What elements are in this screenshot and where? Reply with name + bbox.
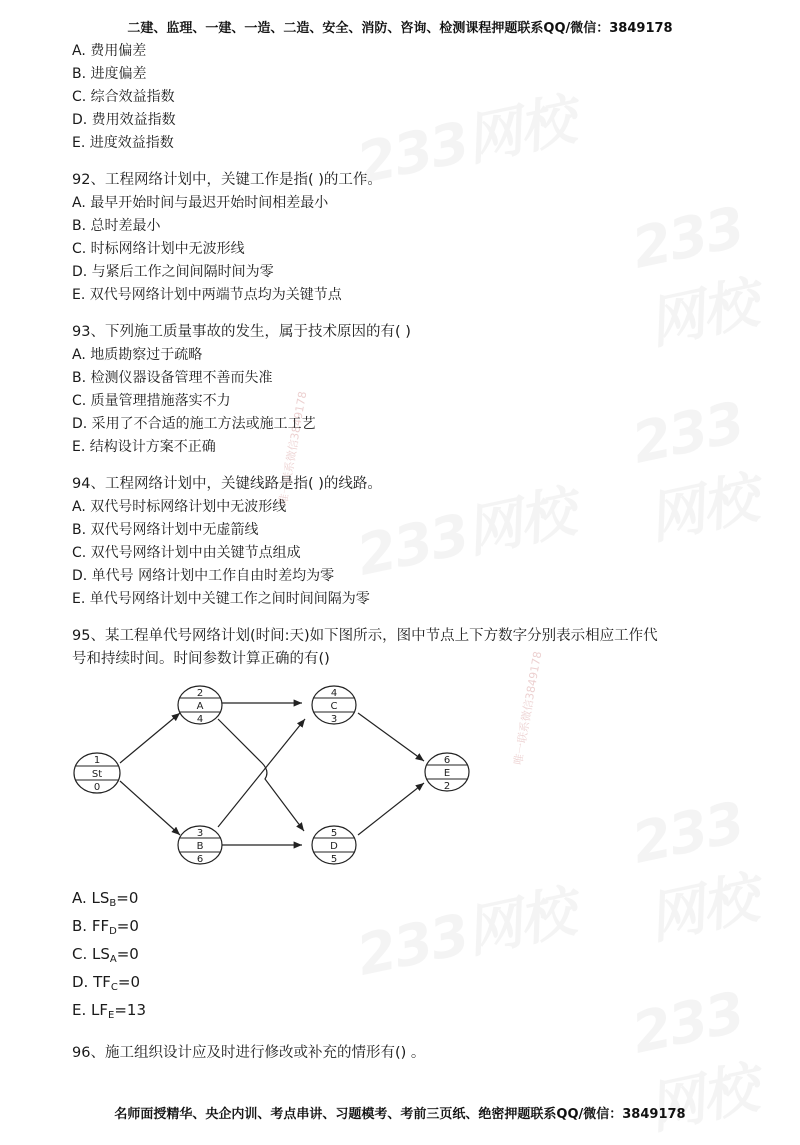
arrow-c-e xyxy=(358,713,424,761)
option-b: B. 进度偏差 xyxy=(72,66,147,82)
q93-option-d: D. 采用了不合适的施工方法或施工工艺 xyxy=(72,416,316,432)
q95-option-b: B. $FF_D=0$ xyxy=(72,917,139,937)
q92-option-e: E. 双代号网络计划中两端节点均为关键节点 xyxy=(72,287,342,303)
q93-option-c: C. 质量管理措施落实不力 xyxy=(72,393,231,409)
watermark-contact: 唯一联系微信3849178 xyxy=(276,390,310,506)
node-a-top: 2 xyxy=(196,688,204,699)
node-c xyxy=(312,686,356,725)
option-a: A. 费用偏差 xyxy=(72,43,147,59)
q93-option-b: B. 检测仪器设备管理不善而失准 xyxy=(72,370,273,386)
q95-options xyxy=(72,884,146,1024)
q95-option-d: D. $TF_C=0$ xyxy=(72,973,140,993)
node-a-label: A xyxy=(196,701,204,712)
q94-option-e: E. 单代号网络计划中关键工作之间时间间隔为零 xyxy=(72,591,370,607)
node-a xyxy=(178,686,222,725)
node-d-top: 5 xyxy=(330,828,338,839)
question-95-stem-line1: 95、某工程单代号网络计划(时间:天)如下图所示，图中节点上下方数字分别表示相应工作代 xyxy=(72,628,658,644)
arrow-st-b xyxy=(120,781,180,835)
q95-option-a: A. $LS_B=0$ xyxy=(72,889,139,909)
node-b xyxy=(178,826,222,865)
node-e xyxy=(425,753,469,792)
node-a-bottom: 4 xyxy=(196,714,204,725)
watermark-logo xyxy=(349,868,580,992)
page-header: 二建、监理、一建、一造、二造、安全、消防、咨询、检测课程押题联系QQ/微信：3849178 xyxy=(127,21,673,36)
q95-option-c: C. $LS_A=0$ xyxy=(72,945,139,965)
q92-option-c: C. 时标网络计划中无波形线 xyxy=(72,241,245,257)
node-b-top: 3 xyxy=(196,828,204,839)
question-94-stem: 94、工程网络计划中，关键线路是指( )的线路。 xyxy=(72,476,382,492)
page-footer: 名师面授精华、央企内训、考点串讲、习题模考、考前三页纸、绝密押题联系QQ/微信：3849178 xyxy=(114,1107,686,1122)
node-c-bottom: 3 xyxy=(330,714,338,725)
q92-option-d: D. 与紧后工作之间间隔时间为零 xyxy=(72,264,274,280)
watermark-contact: 唯一联系微信3849178 xyxy=(511,650,545,766)
node-d-bottom: 5 xyxy=(330,854,338,865)
arrow-b-c xyxy=(218,719,305,827)
option-e: E. 进度效益指数 xyxy=(72,135,174,151)
q94-option-c: C. 双代号网络计划中由关键节点组成 xyxy=(72,545,301,561)
question-93-stem: 93、下列施工质量事故的发生，属于技术原因的有( ) xyxy=(72,324,411,340)
option-d: D. 费用效益指数 xyxy=(72,112,176,128)
node-e-top: 6 xyxy=(443,755,451,766)
q92-option-a: A. 最早开始时间与最迟开始时间相差最小 xyxy=(72,195,329,211)
node-e-label: E xyxy=(443,768,451,779)
question-content xyxy=(72,40,752,671)
node-d xyxy=(312,826,356,865)
arrow-d-e xyxy=(358,783,424,835)
question-95-stem-line2: 号和持续时间。时间参数计算正确的有() xyxy=(72,651,330,667)
q94-option-d: D. 单代号 网络计划中工作自由时差均为零 xyxy=(72,568,335,584)
network-diagram-svg xyxy=(72,683,472,868)
q95-option-e: E. $LF_E=13$ xyxy=(72,1001,146,1021)
q93-option-a: A. 地质勘察过于疏略 xyxy=(72,347,203,363)
node-st-bottom: 0 xyxy=(93,782,101,793)
q94-option-a: A. 双代号时标网络计划中无波形线 xyxy=(72,499,287,515)
arrow-st-a xyxy=(120,713,180,763)
node-st-top: 1 xyxy=(93,755,101,766)
node-st xyxy=(74,753,120,793)
option-c: C. 综合效益指数 xyxy=(72,89,175,105)
node-e-bottom: 2 xyxy=(443,781,451,792)
network-diagram xyxy=(72,683,472,868)
q94-option-b: B. 双代号网络计划中无虚箭线 xyxy=(72,522,259,538)
q92-option-b: B. 总时差最小 xyxy=(72,218,161,234)
node-b-label: B xyxy=(196,841,204,852)
node-c-label: C xyxy=(330,701,338,712)
node-st-label: St xyxy=(91,769,103,780)
node-d-label: D xyxy=(330,841,338,852)
question-96-stem: 96、施工组织设计应及时进行修改或补充的情形有() 。 xyxy=(72,1045,426,1061)
watermark-logo xyxy=(627,780,800,955)
question-92-stem: 92、工程网络计划中，关键工作是指( )的工作。 xyxy=(72,172,382,188)
q93-option-e: E. 结构设计方案不正确 xyxy=(72,439,216,455)
node-c-top: 4 xyxy=(330,688,338,699)
node-b-bottom: 6 xyxy=(196,854,204,865)
